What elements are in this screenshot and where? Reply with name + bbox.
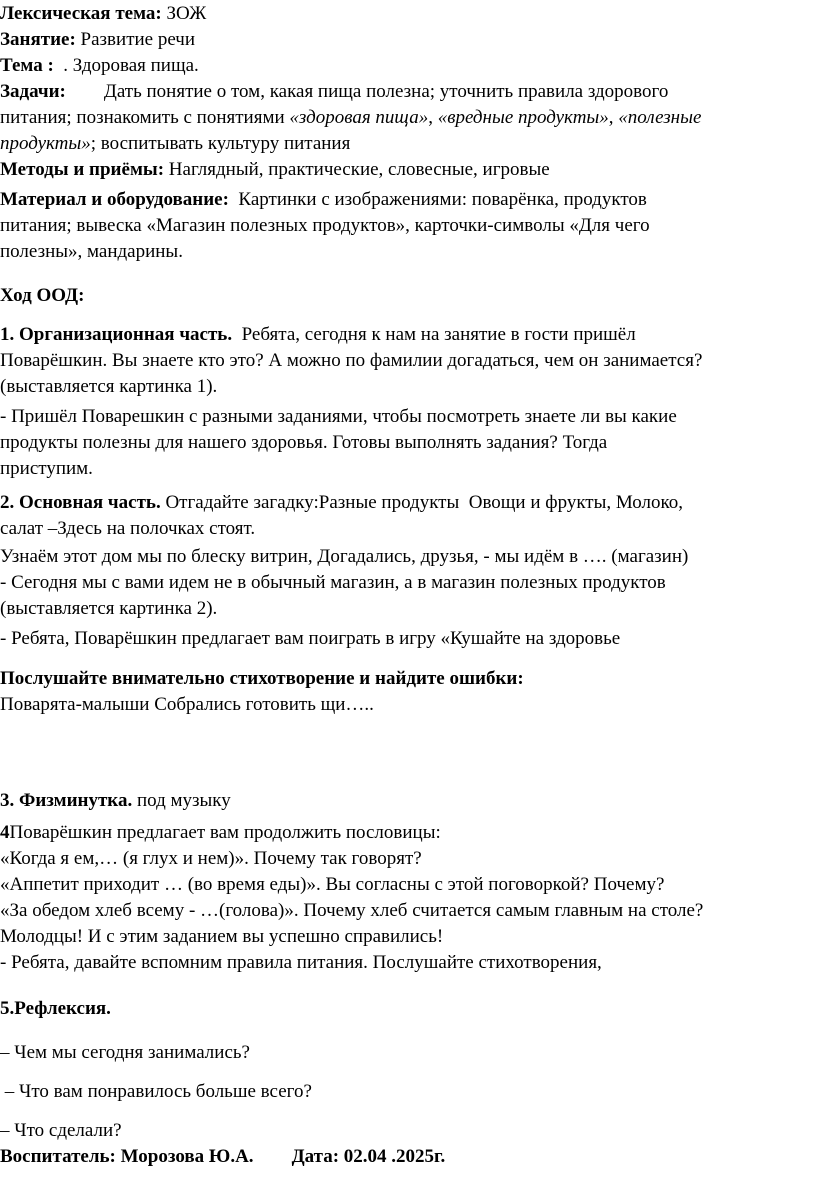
tasks-text-1: Дать понятие о том, какая пища полезна; уточнить правила здорового [103, 81, 669, 102]
section-1-text-5: продукты полезны для нашего здоровья. Готовы выполнять задания? Тогда [0, 432, 608, 453]
poem-line-1 [0, 692, 374, 718]
materials-text-3: полезны», мандарины. [0, 241, 183, 262]
theme-value: . Здоровая пища. [53, 55, 199, 76]
reflection-question-2 [0, 1079, 312, 1105]
section-4-number: 4 [0, 822, 10, 843]
methods-line [0, 157, 550, 183]
section-5-title [0, 996, 111, 1022]
theme-line [0, 53, 199, 79]
tasks-label: Задачи: [0, 81, 66, 102]
materials-text-2: питания; вывеска «Магазин полезных продуктов», карточки-символы «Для чего [0, 215, 650, 236]
reflection-question-3 [0, 1118, 122, 1144]
tasks-line-3 [0, 131, 350, 157]
topic-label: Лексическая тема: [0, 3, 162, 24]
section-4-line-5 [0, 924, 443, 950]
section-2-text-2: салат –Здесь на полочках стоят. [0, 518, 256, 539]
section-4-line-2 [0, 846, 422, 872]
poem-text-1: Поварята-малыши Собрались готовить щи….. [0, 694, 374, 715]
reflection-question-1 [0, 1040, 250, 1066]
section-4-text-6: - Ребята, давайте вспомним правила питания. Послушайте стихотворения, [0, 952, 602, 973]
materials-line-2 [0, 213, 650, 239]
section-2-text-5: (выставляется картинка 2). [0, 598, 218, 619]
section-2-text-6: - Ребята, Поварёшкин предлагает вам поиграть в игру «Кушайте на здоровье [0, 628, 621, 649]
section-2-line-5 [0, 596, 217, 622]
section-3-label: 3. Физминутка. [0, 790, 133, 811]
section-4-text-1: Поварёшкин предлагает вам продолжить пословицы: [9, 822, 441, 843]
section-3-line [0, 788, 231, 814]
materials-line-1 [0, 187, 647, 213]
lesson-line [0, 27, 195, 53]
section-1-text-6: приступим. [0, 458, 93, 479]
footer-line [0, 1144, 445, 1170]
section-4-line-3 [0, 872, 664, 898]
tasks-text-3: ; воспитывать культуру питания [90, 133, 351, 154]
section-2-line-2 [0, 516, 255, 542]
section-1-line-6 [0, 456, 93, 482]
term-useful-products-part2: продукты» [0, 133, 91, 154]
tasks-line-2 [0, 105, 701, 131]
teacher-signature: Воспитатель: Морозова Ю.А. [0, 1146, 254, 1167]
materials-line-3 [0, 239, 183, 265]
lesson-label: Занятие: [0, 29, 76, 50]
section-2-label: 2. Основная часть. [0, 492, 161, 513]
section-4-text-5: Молодцы! И с этим заданием вы успешно справились! [0, 926, 444, 947]
course-title [0, 283, 84, 309]
term-useful-products-part1: «полезные [618, 107, 702, 128]
section-4-text-4: «За обедом хлеб всему - …(голова)». Почему хлеб считается самым главным на столе? [0, 900, 704, 921]
section-1-line-1 [0, 322, 636, 348]
section-4-line-1 [0, 820, 441, 846]
section-3-value: под музыку [132, 790, 231, 811]
materials-label: Материал и оборудование: [0, 189, 229, 210]
tasks-text-2: питания; познакомить с понятиями [0, 107, 290, 128]
lesson-value: Развитие речи [80, 29, 196, 50]
reflection-question-3-text: – Что сделали? [0, 1120, 122, 1141]
term-harmful-products: «вредные продукты» [437, 107, 609, 128]
section-1-line-3 [0, 374, 217, 400]
section-2-text-1: Отгадайте загадку:Разные продукты Овощи и фрукты, Молоко, [160, 492, 684, 513]
section-2-line-3 [0, 544, 688, 570]
poem-title [0, 666, 524, 692]
materials-text-1: Картинки с изображениями: поварёнка, продуктов [228, 189, 647, 210]
methods-value: Наглядный, практические, словесные, игровые [168, 159, 550, 180]
section-1-text-3: (выставляется картинка 1). [0, 376, 218, 397]
section-4-text-2: «Когда я ем,… (я глух и нем)». Почему так говорят? [0, 848, 422, 869]
lesson-date: Дата: 02.04 .2025г. [291, 1146, 446, 1167]
section-2-line-4 [0, 570, 666, 596]
section-2-text-4: - Сегодня мы с вами идем не в обычный магазин, а в магазин полезных продуктов [0, 572, 666, 593]
section-1-text-1: Ребята, сегодня к нам на занятие в гости пришёл [232, 324, 636, 345]
section-1-text-4: - Пришёл Поварешкин с разными заданиями, чтобы посмотреть знаете ли вы какие [0, 406, 677, 427]
section-1-line-4 [0, 404, 677, 430]
topic-value: ЗОЖ [166, 3, 207, 24]
section-5-label: 5.Рефлексия. [0, 998, 111, 1019]
course-title-text: Ход ООД: [0, 285, 85, 306]
section-1-line-2 [0, 348, 702, 374]
section-4-text-3: «Аппетит приходит … (во время еды)». Вы согласны с этой поговоркой? Почему? [0, 874, 665, 895]
topic-line [0, 1, 206, 27]
section-2-line-1 [0, 490, 683, 516]
reflection-question-1-text: – Чем мы сегодня занимались? [0, 1042, 250, 1063]
section-1-line-5 [0, 430, 607, 456]
section-4-line-4 [0, 898, 703, 924]
section-4-line-6 [0, 950, 602, 976]
section-1-text-2: Поварёшкин. Вы знаете кто это? А можно по фамилии догадаться, чем он занимается? [0, 350, 703, 371]
reflection-question-2-text: – Что вам понравилось больше всего? [0, 1081, 312, 1102]
methods-label: Методы и приёмы: [0, 159, 165, 180]
comma: , [608, 107, 619, 128]
comma: , [428, 107, 438, 128]
section-2-text-3: Узнаём этот дом мы по блеску витрин, Догадались, друзья, - мы идём в …. (магазин) [0, 546, 689, 567]
section-1-label: 1. Организационная часть. [0, 324, 233, 345]
tasks-line-1 [0, 79, 668, 105]
section-2-line-6 [0, 626, 620, 652]
theme-label: Тема : [0, 55, 54, 76]
term-healthy-food: «здоровая пища» [289, 107, 429, 128]
poem-title-text: Послушайте внимательно стихотворение и найдите ошибки: [0, 668, 524, 689]
